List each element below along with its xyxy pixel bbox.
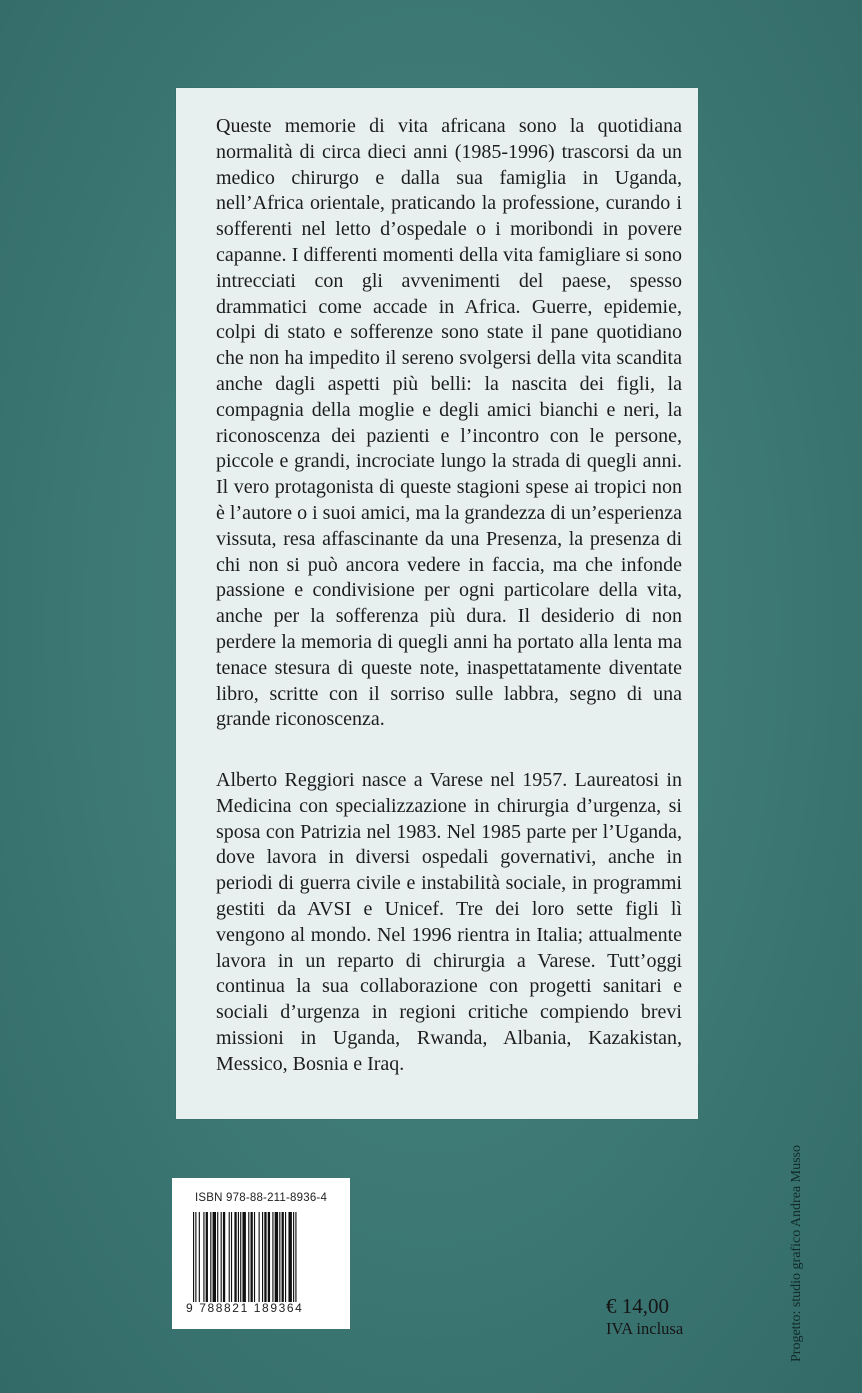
price: € 14,00 bbox=[606, 1294, 669, 1318]
text-panel bbox=[176, 88, 698, 1119]
design-credit: Progetto: studio grafico Andrea Musso bbox=[789, 1145, 804, 1362]
barcode-digits: 9 788821 189364 bbox=[186, 1301, 304, 1315]
barcode-box bbox=[172, 1178, 350, 1329]
vat-note: IVA inclusa bbox=[606, 1319, 684, 1338]
barcode-icon bbox=[192, 1212, 338, 1302]
book-blurb: Queste memorie di vita africana sono la quotidiana normalità di circa dieci anni (1985-1996) trascorsi da un medico chirurgo e dalla sua famiglia in Uganda, nell’Africa orientale, praticando la professione, curando i sofferenti nel letto d’ospedale o i moribondi in povere capanne. I differenti momenti della vita famigliare si sono intrecciati con gli avvenimenti del paese, spesso drammatici come accade in Africa. Guerre, epidemie, colpi di stato e sofferenze sono state il pane quotidiano che non ha impedito il sereno svolgersi della vita scandita anche dagli aspetti più belli: la nascita dei figli, la compagnia della moglie e degli amici bianchi e neri, la riconoscenza dei pazienti e l’incontro con le persone, piccole e grandi, incrociate lungo la strada di quegli anni. Il vero protagonista di queste stagioni spese ai tropici non è l’autore o i suoi amici, ma la grandezza di un’esperienza vissuta, resa affascinante da una Presenza, la presenza di chi non si può ancora vedere in faccia, ma che infonde passione e condivisione per ogni particolare della vita, anche per la sofferenza più dura. Il desiderio di non perdere la memoria di quegli anni ha portato alla lenta ma tenace stesura di queste note, inaspettatamente diventate libro, scritte con il sorriso sulle labbra, segno di una grande riconoscenza. bbox=[216, 115, 682, 731]
author-bio: Alberto Reggiori nasce a Varese nel 1957. Laureatosi in Medicina con specializzazione in chirurgia d’urgenza, si sposa con Patrizia nel 1983. Nel 1985 parte per l’Uganda, dove lavora in diversi ospedali governativi, anche in periodi di guerra civile e instabilità sociale, in programmi gestiti da AVSI e Unicef. Tre dei loro sette figli lì vengono al mondo. Nel 1996 rientra in Italia; attualmente lavora in un reparto di chirurgia a Varese. Tutt’oggi continua la sua collaborazione con progetti sanitari e sociali d’urgenza in regioni critiche compiendo brevi missioni in Uganda, Rwanda, Albania, Kazakistan, Messico, Bosnia e Iraq. bbox=[216, 769, 682, 1075]
isbn-label: ISBN 978-88-211-8936-4 bbox=[195, 1192, 328, 1204]
